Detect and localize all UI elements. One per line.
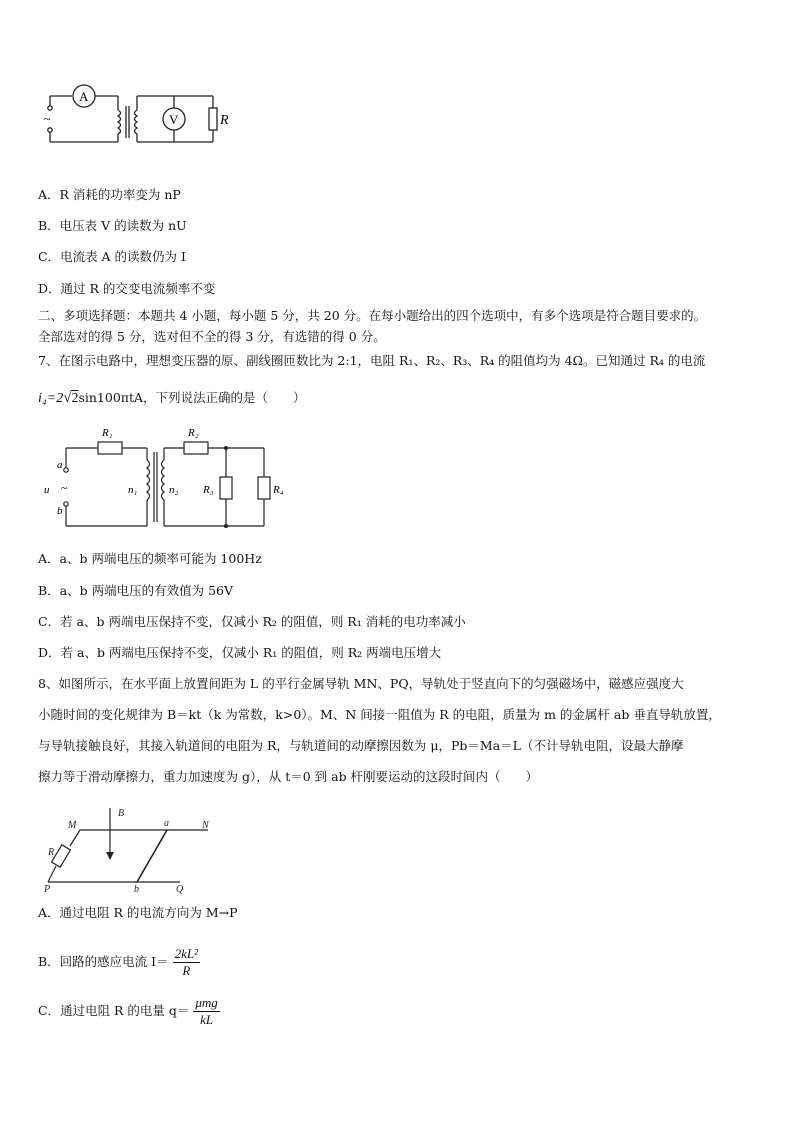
q7-stem-line-2 [38, 389, 306, 408]
q6-option-a: A．R 消耗的功率变为 nP [38, 187, 181, 202]
q8-stem-line-2: 小随时间的变化规律为 B＝kt（k 为常数，k>0）。M、N 间接一阻值为 R 的电阻，质量为 m 的金属杆 ab 垂直导轨放置， [38, 707, 721, 722]
fraction-numerator: 2kL² [174, 946, 198, 961]
p-label: P [44, 884, 51, 895]
r-label: R [48, 847, 55, 858]
q7-stem-line-1: 7、在图示电路中，理想变压器的原、副线圈匝数比为 2:1，电阻 R₁、R₂、R₃、R₄ 的阻值均为 4Ω。已知通过 R₄ 的电流 [38, 353, 706, 368]
q8-option-b-fraction [173, 946, 200, 979]
q8-option-b [38, 944, 200, 980]
r3-label: R₃ [203, 484, 214, 496]
q7-option-c: C．若 a、b 两端电压保持不变，仅减小 R₂ 的阻值，则 R₁ 消耗的电功率减小 [38, 614, 466, 629]
resistor-label: R [220, 113, 229, 128]
section-2-heading: 二、多项选择题：本题共 4 小题，每小题 5 分，共 20 分。在每小题给出的四个选项中，有多个选项是符合题目要求的。 [38, 308, 707, 323]
section-2-heading-cont: 全部选对的得 5 分，选对但不全的得 3 分，有选错的得 0 分。 [38, 329, 386, 344]
q6-option-c: C．电流表 A 的读数仍为 I [38, 249, 186, 264]
fraction-denominator: kL [200, 1012, 214, 1027]
q8-stem-line-4: 擦力等于滑动摩擦力，重力加速度为 g），从 t＝0 到 ab 杆刚要运动的这段时间内（ ） [38, 769, 539, 784]
q8-option-a: A．通过电阻 R 的电流方向为 M→P [38, 905, 238, 920]
q7-option-d: D．若 a、b 两端电压保持不变，仅减小 R₁ 的阻值，则 R₂ 两端电压增大 [38, 645, 442, 660]
q7-option-b: B．a、b 两端电压的有效值为 56V [38, 583, 234, 598]
terminal-a-label: a [57, 459, 63, 471]
q6-option-d: D．通过 R 的交变电流频率不变 [38, 281, 216, 296]
q8-option-c-fraction [193, 995, 219, 1028]
sqrt-sign: √ [63, 390, 72, 406]
b-label: b [134, 884, 139, 895]
n-label: N [202, 820, 209, 831]
q8-rail-figure [40, 800, 230, 895]
q8-stem-line-3: 与导轨接触良好，其接入轨道间的电阻为 R，与轨道间的动摩擦因数为 μ，Pb＝Ma＝L（不计导轨电阻，设最大静摩 [38, 738, 684, 753]
q6-option-b: B．电压表 V 的读数为 nU [38, 218, 187, 233]
voltmeter-label: V [169, 112, 179, 127]
transformer-circuit-figure-1 [38, 84, 238, 156]
voltage-u-label: u [44, 484, 50, 496]
r4-label: R₄ [273, 484, 284, 496]
ac-source-symbol: ~ [44, 112, 51, 126]
r1-label: R₁ [102, 427, 113, 439]
fraction-numerator: μmg [195, 995, 218, 1010]
q7-circuit-figure [44, 420, 284, 535]
ammeter-label: A [79, 89, 89, 104]
a-label: a [164, 818, 169, 829]
ac-source-symbol-2: ~ [61, 481, 68, 495]
n1-label: n₁ [128, 484, 138, 496]
r2-label: R₂ [188, 427, 199, 439]
q8-option-b-text: B．回路的感应电流 I＝ [38, 954, 169, 969]
sqrt-radicand: 2 [71, 391, 79, 406]
b-field-label: B [118, 808, 125, 819]
q8-option-c [38, 993, 220, 1029]
q8-stem-line-1: 8、如图所示，在水平面上放置间距为 L 的平行金属导轨 MN、PQ，导轨处于竖直向下的匀强磁场中，磁感应强度大 [38, 676, 684, 691]
q7-current-prefix: i₄=2 [38, 391, 64, 406]
m-label: M [68, 820, 77, 831]
q8-option-c-text: C．通过电阻 R 的电量 q＝ [38, 1003, 190, 1018]
fraction-denominator: R [182, 963, 191, 978]
terminal-b-label: b [57, 505, 63, 517]
q7-option-a: A．a、b 两端电压的频率可能为 100Hz [38, 551, 262, 566]
n2-label: n₂ [169, 484, 179, 496]
q7-current-suffix: sin100πtA，下列说法正确的是（ ） [78, 390, 306, 405]
q-label: Q [176, 884, 184, 895]
